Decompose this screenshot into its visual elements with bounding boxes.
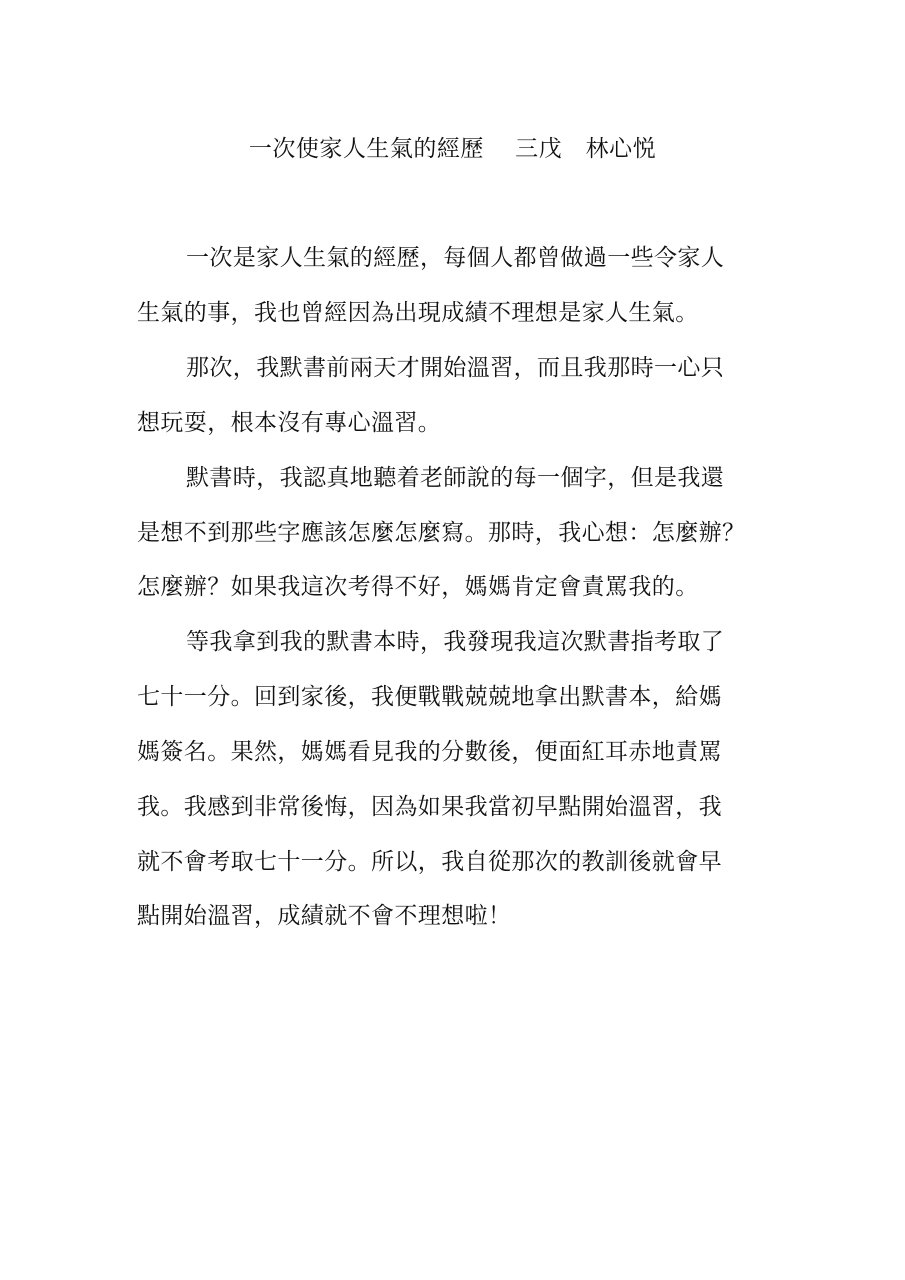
essay-title: 一次使家人生氣的經歷 三戊 林心悦 [248, 136, 657, 162]
paragraph-3-line-2: 是想不到那些字應該怎麼怎麼寫。那時，我心想：怎麼辦？ [137, 520, 746, 546]
paragraph-4-line-4: 我。我感到非常後悔，因為如果我當初早點開始溫習，我 [137, 794, 722, 820]
paragraph-2-line-2: 想玩耍，根本沒有專心溫習。 [137, 410, 442, 436]
paragraph-2-line-1: 那次，我默書前兩天才開始溫習，而且我那時一心只 [186, 355, 725, 381]
paragraph-4-line-1: 等我拿到我的默書本時，我發現我這次默書指考取了 [186, 629, 725, 655]
paragraph-3-line-1: 默書時，我認真地聽着老師說的每一個字，但是我還 [186, 465, 725, 491]
paragraph-4-line-5: 就不會考取七十一分。所以，我自從那次的教訓後就會早 [137, 849, 722, 875]
paragraph-4-line-6: 點開始溫習，成績就不會不理想啦！ [137, 903, 512, 929]
paragraph-1-line-2: 生氣的事，我也曾經因為出現成績不理想是家人生氣。 [137, 300, 699, 326]
paragraph-1-line-1: 一次是家人生氣的經歷，每個人都曾做過一些令家人 [186, 245, 725, 271]
paragraph-4-line-2: 七十一分。回到家後，我便戰戰兢兢地拿出默書本，給媽 [137, 684, 722, 710]
paragraph-3-line-3: 怎麼辦？如果我這次考得不好，媽媽肯定會責罵我的。 [137, 574, 699, 600]
paragraph-4-line-3: 媽簽名。果然，媽媽看見我的分數後，便面紅耳赤地責罵 [137, 739, 722, 765]
